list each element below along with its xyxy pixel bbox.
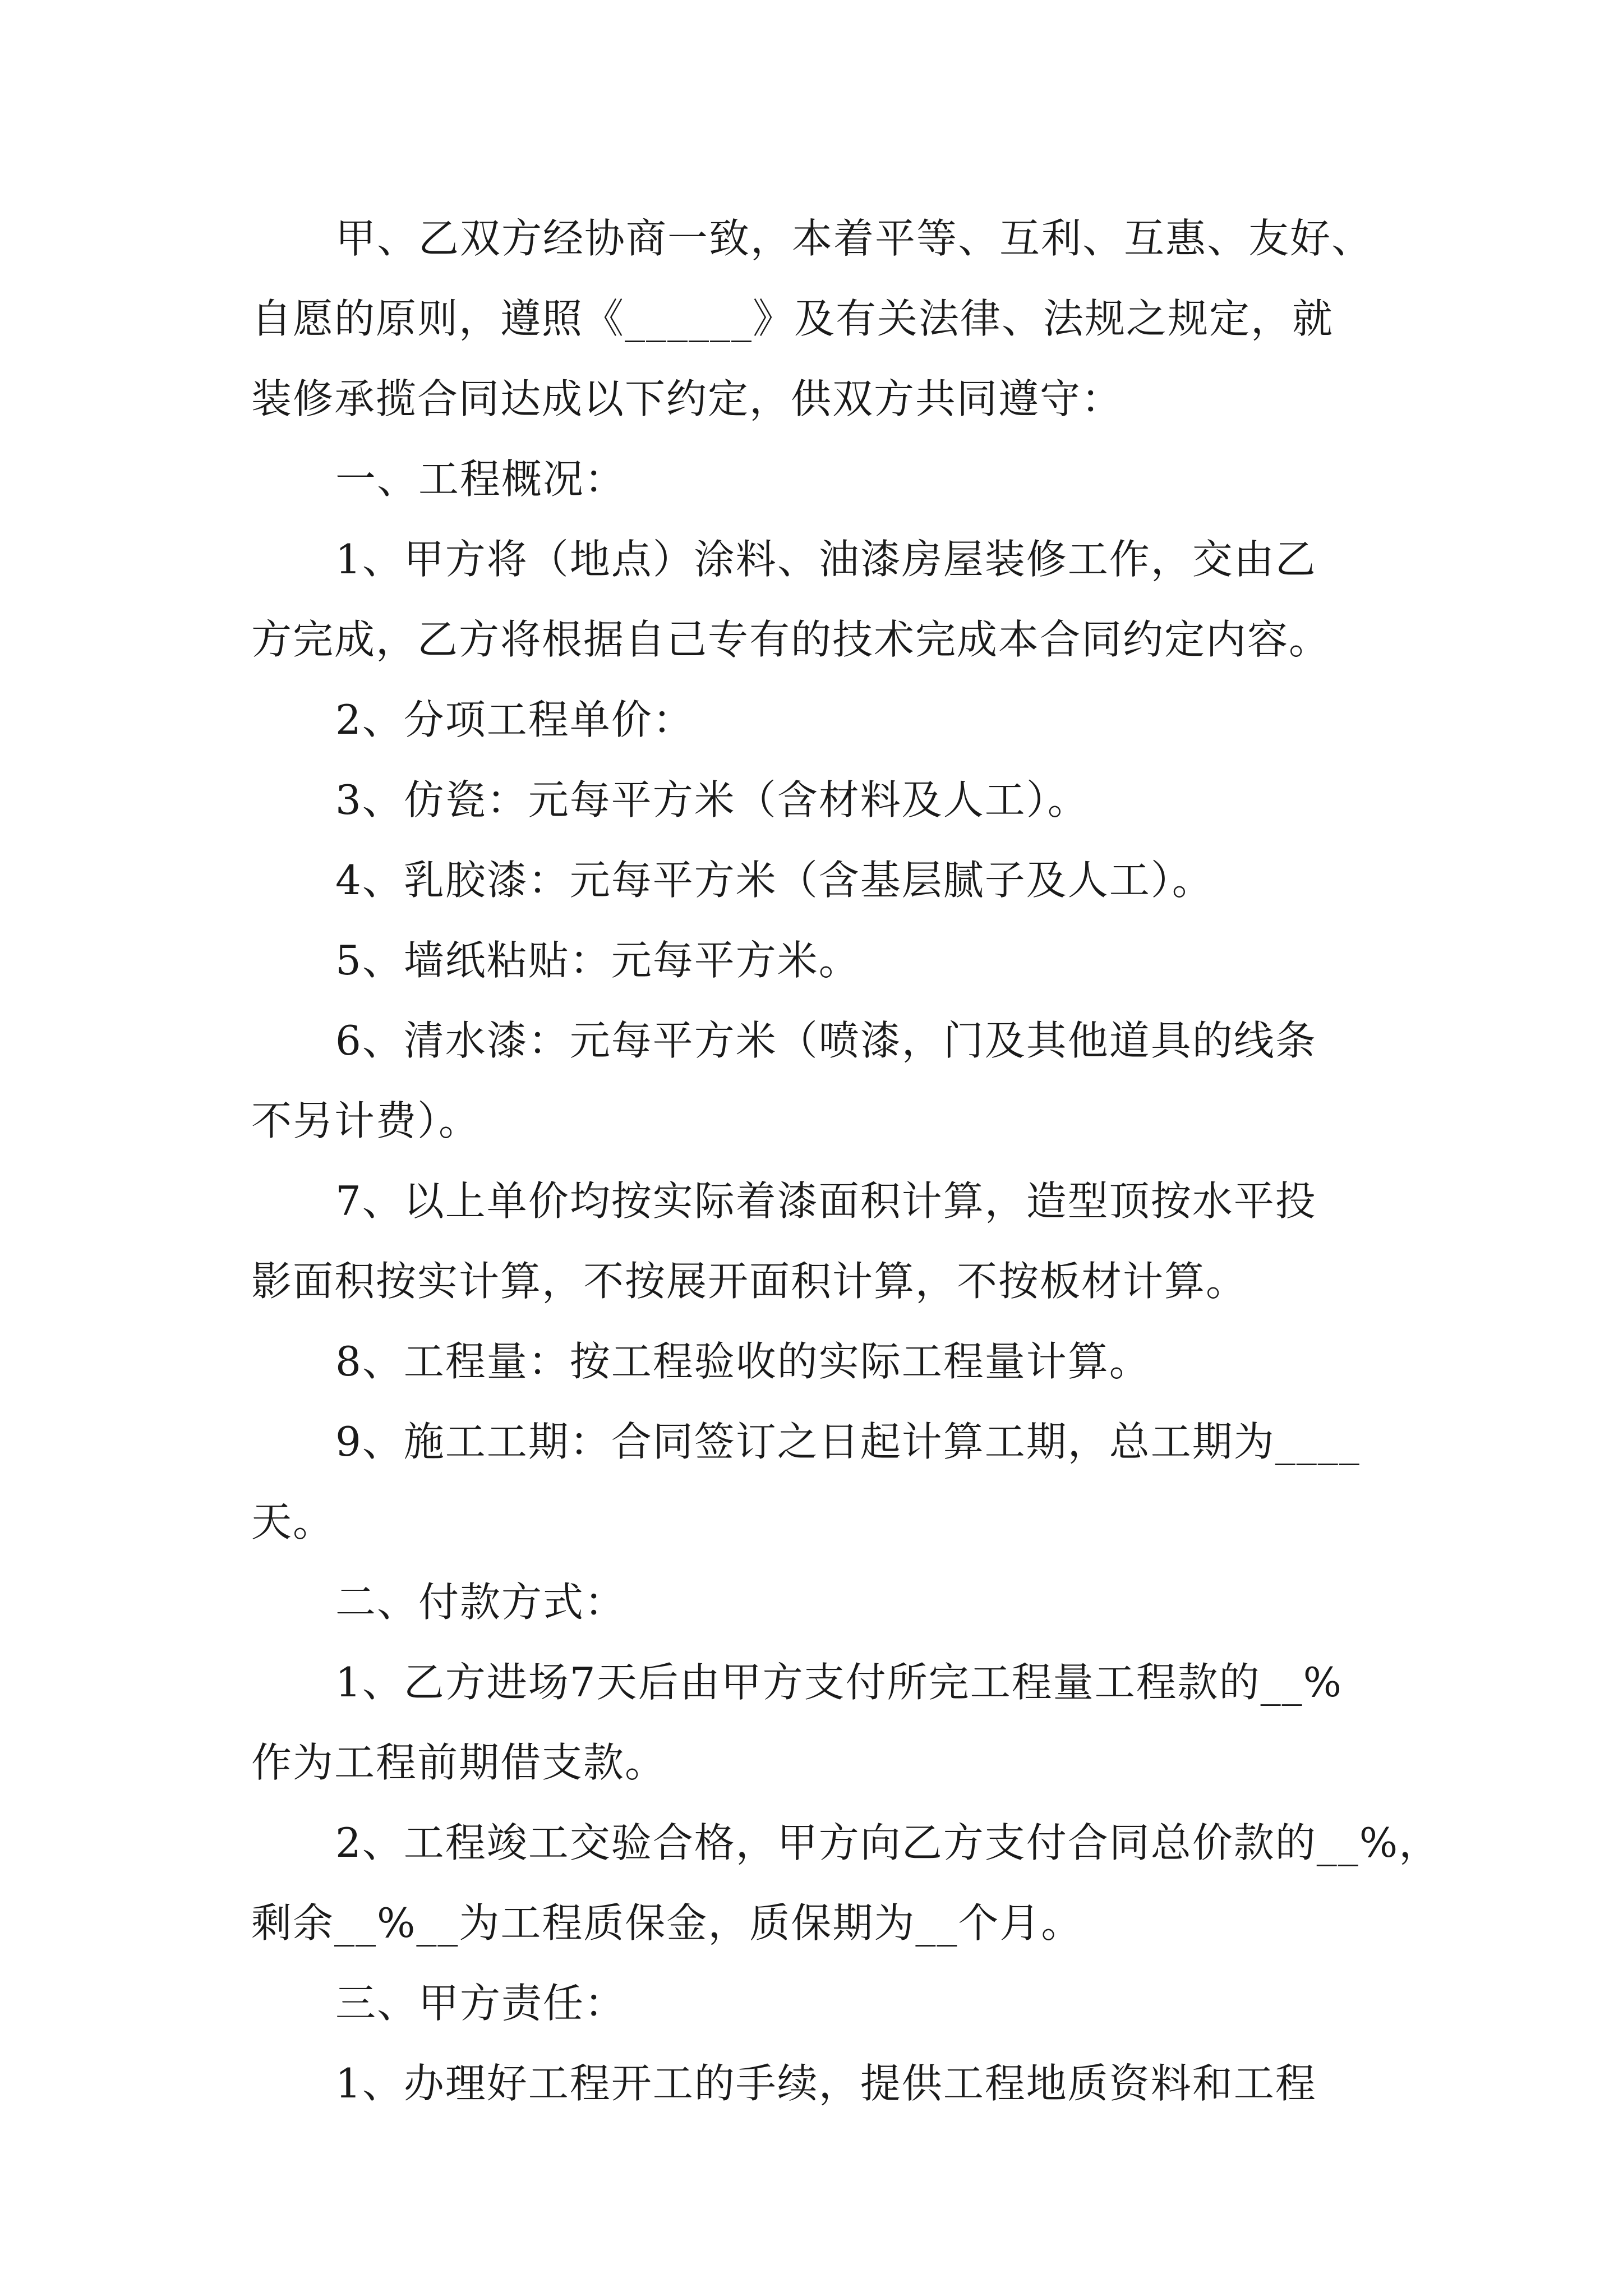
- clause-line: 2、工程竣工交验合格，甲方向乙方支付合同总价款的__%，: [335, 1819, 1441, 1866]
- clause-line: 3、仿瓷：元每平方米（含材料及人工）。: [335, 776, 1089, 823]
- clause-line: 8、工程量：按工程验收的实际工程量计算。: [335, 1338, 1151, 1385]
- clause-line: 作为工程前期借支款。: [251, 1739, 667, 1786]
- clause-line: 天。: [251, 1498, 335, 1545]
- clause-line: 1、办理好工程开工的手续，提供工程地质资料和工程: [335, 2060, 1317, 2107]
- clause-line: 1、乙方进场7天后由甲方支付所完工程量工程款的__%: [335, 1659, 1343, 1706]
- clause-line: 影面积按实计算，不按展开面积计算，不按板材计算。: [251, 1258, 1248, 1305]
- clause-line: 7、以上单价均按实际着漆面积计算，造型顶按水平投: [335, 1177, 1317, 1225]
- section-heading: 三、甲方责任：: [335, 1980, 626, 2027]
- clause-line: 方完成，乙方将根据自己专有的技术完成本合同约定内容。: [251, 616, 1331, 663]
- clause-line: 1、甲方将（地点）涂料、油漆房屋装修工作，交由乙: [335, 536, 1317, 583]
- clause-line: 9、施工工期：合同签订之日起计算工期，总工期为____: [335, 1418, 1361, 1465]
- paragraph-line: 装修承揽合同达成以下约定，供双方共同遵守：: [251, 375, 1123, 422]
- section-heading: 一、工程概况：: [335, 455, 626, 503]
- paragraph-line: 甲、乙双方经协商一致，本着平等、互利、互惠、友好、: [335, 215, 1373, 262]
- clause-line: 6、清水漆：元每平方米（喷漆，门及其他道具的线条: [335, 1017, 1317, 1064]
- clause-line: 剩余__%__为工程质保金，质保期为__个月。: [251, 1899, 1083, 1947]
- contract-body: [251, 215, 1441, 2141]
- clause-line: 2、分项工程单价：: [335, 696, 694, 743]
- clause-line: 不另计费）。: [251, 1097, 481, 1144]
- paragraph-line: 自愿的原则，遵照《______》及有关法律、法规之规定，就: [251, 295, 1334, 342]
- section-heading: 二、付款方式：: [335, 1579, 626, 1626]
- clause-line: 4、乳胶漆：元每平方米（含基层腻子及人工）。: [335, 857, 1214, 904]
- clause-line: 5、墙纸粘贴：元每平方米。: [335, 937, 860, 984]
